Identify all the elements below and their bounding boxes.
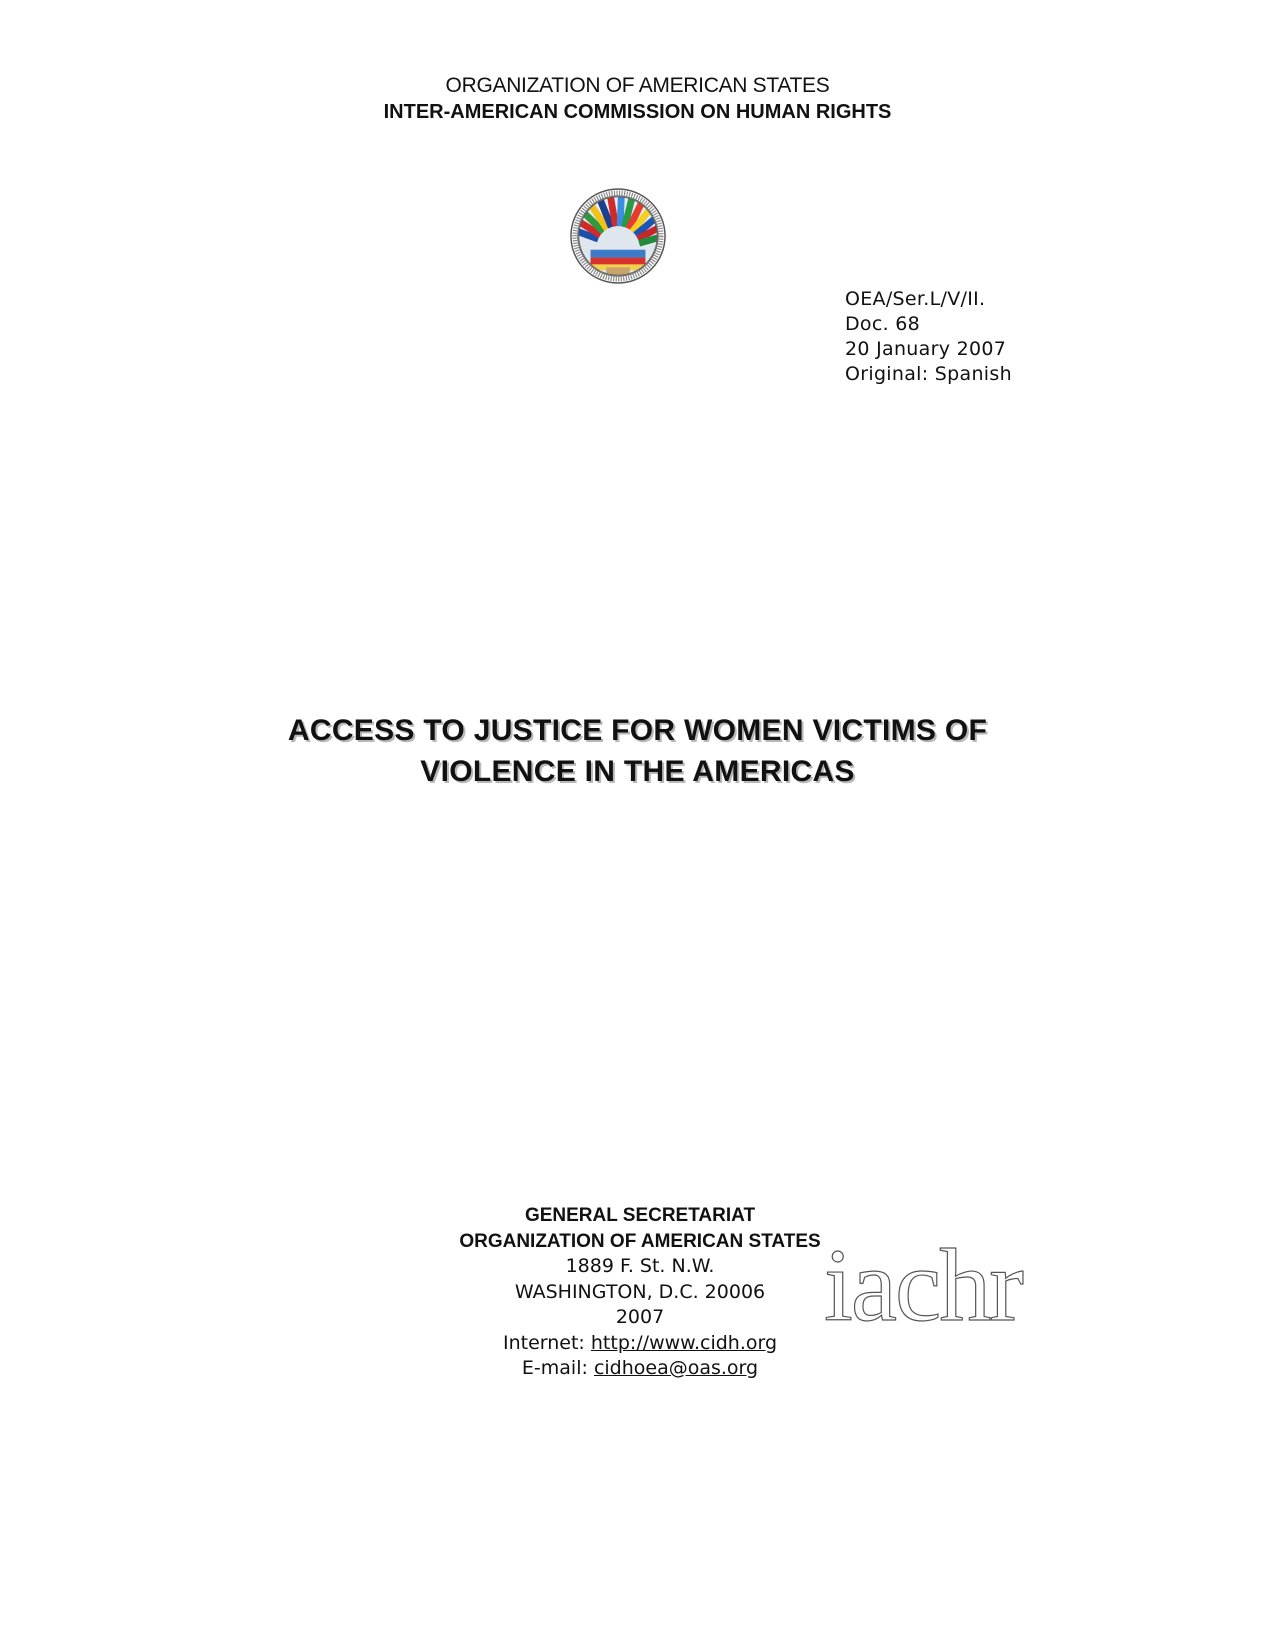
document-metadata: [845, 287, 1012, 387]
commission-name: INTER-AMERICAN COMMISSION ON HUMAN RIGHTS: [383, 101, 892, 123]
website-link[interactable]: http://www.cidh.org: [590, 1331, 778, 1354]
city-address: WASHINGTON, D.C. 20006: [514, 1280, 766, 1303]
publisher-block: [420, 1203, 860, 1382]
oas-seal-icon: [569, 187, 667, 285]
street-address: 1889 F. St. N.W.: [565, 1255, 715, 1277]
document-title: [0, 710, 1275, 792]
title-line-1: ACCESS TO JUSTICE FOR WOMEN VICTIMS OF: [287, 714, 988, 747]
document-series: OEA/Ser.L/V/II.: [845, 288, 986, 310]
publication-year: 2007: [615, 1306, 665, 1328]
document-original-language: Original: Spanish: [845, 363, 1012, 385]
publisher-organization: ORGANIZATION OF AMERICAN STATES: [459, 1230, 821, 1252]
organization-name: ORGANIZATION OF AMERICAN STATES: [445, 74, 830, 97]
document-header: [0, 72, 1275, 126]
internet-line: [420, 1331, 860, 1357]
email-label: E-mail:: [521, 1357, 588, 1379]
email-line: [420, 1356, 860, 1382]
title-line-2: VIOLENCE IN THE AMERICAS: [420, 755, 855, 788]
email-link[interactable]: cidhoea@oas.org: [593, 1357, 759, 1379]
iachr-logo-text: iachr: [824, 1232, 1022, 1342]
document-number: Doc. 68: [845, 313, 921, 335]
iachr-logo: [822, 1232, 1047, 1342]
document-date: 20 January 2007: [845, 338, 1007, 360]
secretariat-name: GENERAL SECRETARIAT: [524, 1205, 756, 1226]
internet-label: Internet:: [502, 1331, 585, 1354]
